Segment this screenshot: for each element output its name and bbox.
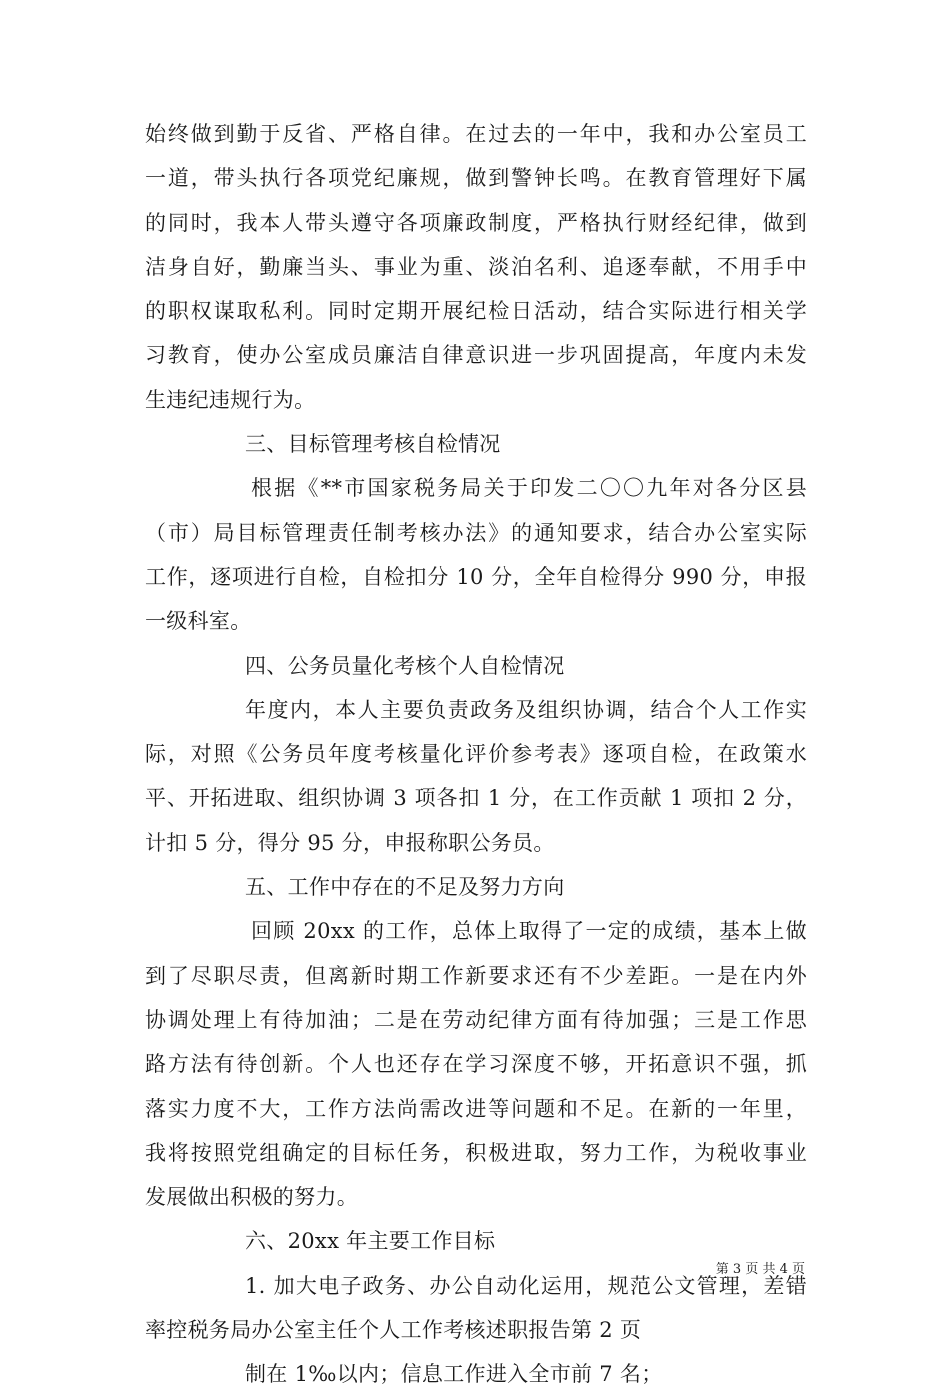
page-number: 第 3 页 共 4 页 bbox=[715, 1262, 805, 1277]
text-line: 回顾 20xx 的工作，总体上取得了一定的成绩，基本上做 bbox=[251, 919, 807, 944]
text-line: 六、20xx 年主要工作目标 bbox=[245, 1229, 496, 1254]
text-line: 五、工作中存在的不足及努力方向 bbox=[245, 875, 565, 900]
text-line: 三、目标管理考核自检情况 bbox=[245, 432, 501, 457]
text-line: 际，对照《公务员年度考核量化评价参考表》逐项自检，在政策水 bbox=[145, 742, 807, 767]
text-line: 协调处理上有待加油；二是在劳动纪律方面有待加强；三是工作思 bbox=[145, 1007, 807, 1032]
text-line: 四、公务员量化考核个人自检情况 bbox=[245, 653, 565, 678]
text-line: 计扣 5 分，得分 95 分，申报称职公务员。 bbox=[145, 830, 555, 855]
text-line: 根据《**市国家税务局关于印发二〇〇九年对各分区县 bbox=[251, 476, 807, 501]
text-line: 平、开拓进取、组织协调 3 项各扣 1 分，在工作贡献 1 项扣 2 分， bbox=[145, 786, 807, 811]
text-line: 落实力度不大，工作方法尚需改进等问题和不足。在新的一年里， bbox=[145, 1096, 807, 1121]
text-line: 生违纪违规行为。 bbox=[145, 387, 316, 412]
text-line: 制在 1‰以内；信息工作进入全市前 7 名； bbox=[245, 1362, 663, 1387]
text-line: 1. 加大电子政务、办公自动化运用，规范公文管理，差错 bbox=[245, 1273, 807, 1298]
text-line: 路方法有待创新。个人也还存在学习深度不够，开拓意识不强，抓 bbox=[145, 1052, 807, 1077]
text-line: 的职权谋取私利。同时定期开展纪检日活动，结合实际进行相关学 bbox=[145, 299, 807, 324]
text-line: 洁身自好，勤廉当头、事业为重、淡泊名利、追逐奉献，不用手中 bbox=[145, 254, 807, 279]
text-line: 率控税务局办公室主任个人工作考核述职报告第 2 页 bbox=[145, 1318, 642, 1343]
text-line: （市）局目标管理责任制考核办法》的通知要求，结合办公室实际 bbox=[145, 520, 807, 545]
text-line: 一级科室。 bbox=[145, 609, 252, 634]
document-body bbox=[145, 112, 807, 1397]
text-line: 一道，带头执行各项党纪廉规，做到警钟长鸣。在教育管理好下属 bbox=[145, 166, 807, 191]
text-line: 发展做出积极的努力。 bbox=[145, 1185, 358, 1210]
text-line: 习教育，使办公室成员廉洁自律意识进一步巩固提高，年度内未发 bbox=[145, 343, 807, 368]
text-line: 我将按照党组确定的目标任务，积极进取，努力工作，为税收事业 bbox=[145, 1140, 807, 1165]
text-line: 到了尽职尽责，但离新时期工作新要求还有不少差距。一是在内外 bbox=[145, 963, 807, 988]
text-line: 的同时，我本人带头遵守各项廉政制度，严格执行财经纪律，做到 bbox=[145, 210, 807, 235]
text-line: 工作，逐项进行自检，自检扣分 10 分，全年自检得分 990 分，申报 bbox=[145, 564, 807, 589]
text-line: 始终做到勤于反省、严格自律。在过去的一年中，我和办公室员工 bbox=[145, 122, 807, 146]
text-line: 年度内，本人主要负责政务及组织协调，结合个人工作实 bbox=[245, 697, 807, 722]
